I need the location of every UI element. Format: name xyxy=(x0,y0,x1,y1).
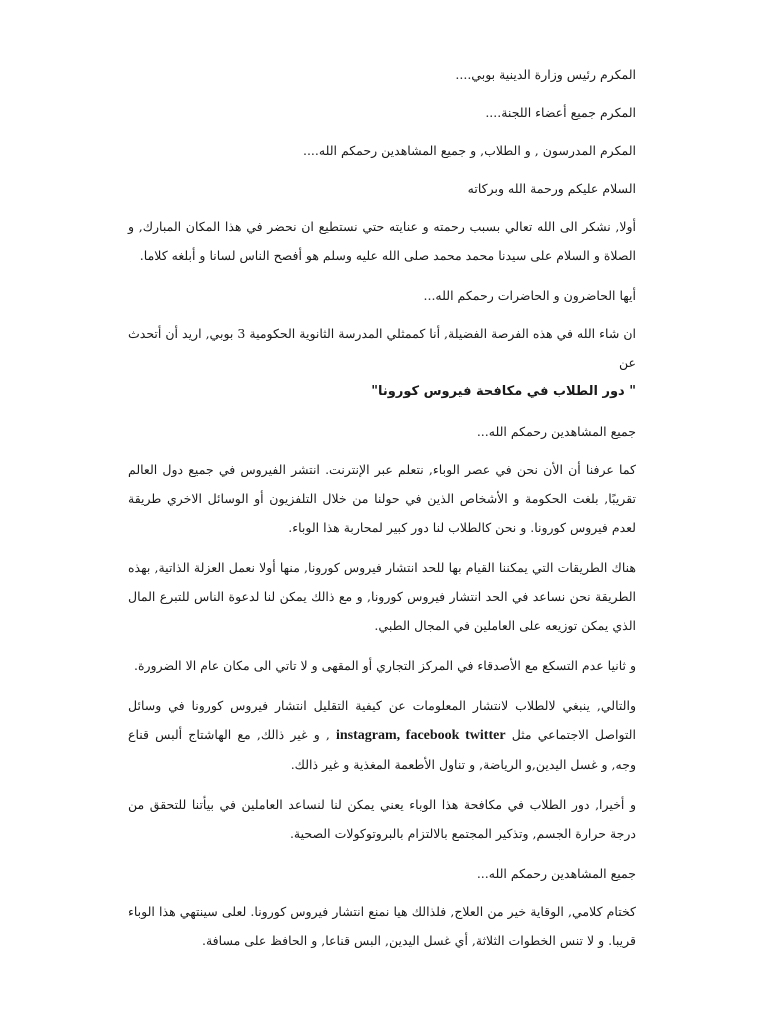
social-media-names: instagram, facebook twitter xyxy=(335,728,506,743)
address-audience-2: جميع المشاهدين رحمكم الله... xyxy=(476,866,636,881)
closing-paragraph: كختام كلامي, الوقاية خير من العلاج, فلذالك هيا نمنع انتشار فيروس كورونا. لعلى سينتهي هذا الوباء قريبا. و لا تنس الخطوات الثلاثة, أي غسل اليدين, البس قناعا, و الحافظ على مسافة. xyxy=(128,904,636,948)
social-media-text-end: , و غير ذالك, مع الهاشتاج ألبس قناع وجه, و غسل اليدين,و الرياضة, و تناول الأطعمة المغذية و غير ذالك. xyxy=(128,727,636,772)
introduction-paragraph xyxy=(128,319,636,406)
social-media-text-start: والتالي, ينبغي لالطلاب لانتشار المعلومات عن كيفية التقليل انتشار فيروس كورونا في وسائل التواصل الاجتماعي مثل xyxy=(128,698,636,742)
greeting-minister: المكرم رئيس وزارة الدينية بوبي.... xyxy=(455,67,636,82)
pandemic-context: كما عرفنا أن الأن نحن في عصر الوباء, نتعلم عبر الإنترنت. انتشر الفيروس في جميع دول العالم تقريبًا, بلغت الحكومة و الأشخاص الذين في حولنا من خلال التلفزيون أو الوسائل الاخري طريقة لعدم فيروس كورونا. و نحن كالطلاب لنا دور كبير لمحاربة هذا الوباء. xyxy=(128,462,636,535)
health-workers-paragraph: و أخيرا, دور الطلاب في مكافحة هذا الوباء يعني يمكن لنا لنساعد العاملين في بيأتنا للتحقق من درجة حرارة الجسم, وتذكير المجتمع بالالتزام بالبروتوكولات الصحية. xyxy=(128,797,636,841)
address-audience-1: جميع المشاهدين رحمكم الله... xyxy=(476,424,636,439)
speech-title: " دور الطلاب في مكافحة فيروس كورونا" xyxy=(371,384,636,399)
social-media-paragraph xyxy=(128,691,636,779)
greeting-teachers-students: المكرم المدرسون , و الطلاب, و جميع المشاهدين رحمكم الله.... xyxy=(302,143,636,158)
salam-greeting: السلام عليكم ورحمة الله وبركاته xyxy=(467,181,636,196)
self-isolation-paragraph: هناك الطريقات التي يمكننا القيام بها للحد انتشار فيروس كورونا, منها أولا نعمل العزلة الذاتية, بهذه الطريقة نحن نساعد في الحد انتشار فيروس كورونا, و مع ذالك يمكن لنا لدعوة الناس للتبرع المال الذي يمكن توزيعه على العاملين في المجال الطبي. xyxy=(128,560,636,633)
speech-document xyxy=(128,60,636,966)
greeting-committee: المكرم جميع أعضاء اللجنة.... xyxy=(485,105,636,120)
address-attendees: أيها الحاضرون و الحاضرات رحمكم الله... xyxy=(423,288,636,303)
opening-thanks: أولا, نشكر الى الله تعالي بسبب رحمته و عنايته حتي نستطيع ان نحضر في هذا المكان المبارك, و الصلاة و السلام على سيدنا محمد محمد صلى الله عليه وسلم هو أفصح الناس لسانا و أبلغه كلاما. xyxy=(128,219,636,263)
introduction-text: ان شاء الله في هذه الفرصة الفضيلة, أنا كممثلي المدرسة الثانوية الحكومية 3 بوبي, اريد أن أتحدث عن xyxy=(128,326,636,370)
avoid-gatherings-paragraph: و ثانيا عدم التسكع مع الأصدقاء في المركز التجاري أو المقهى و لا تاتي الى مكان عام الا الضرورة. xyxy=(134,658,636,673)
